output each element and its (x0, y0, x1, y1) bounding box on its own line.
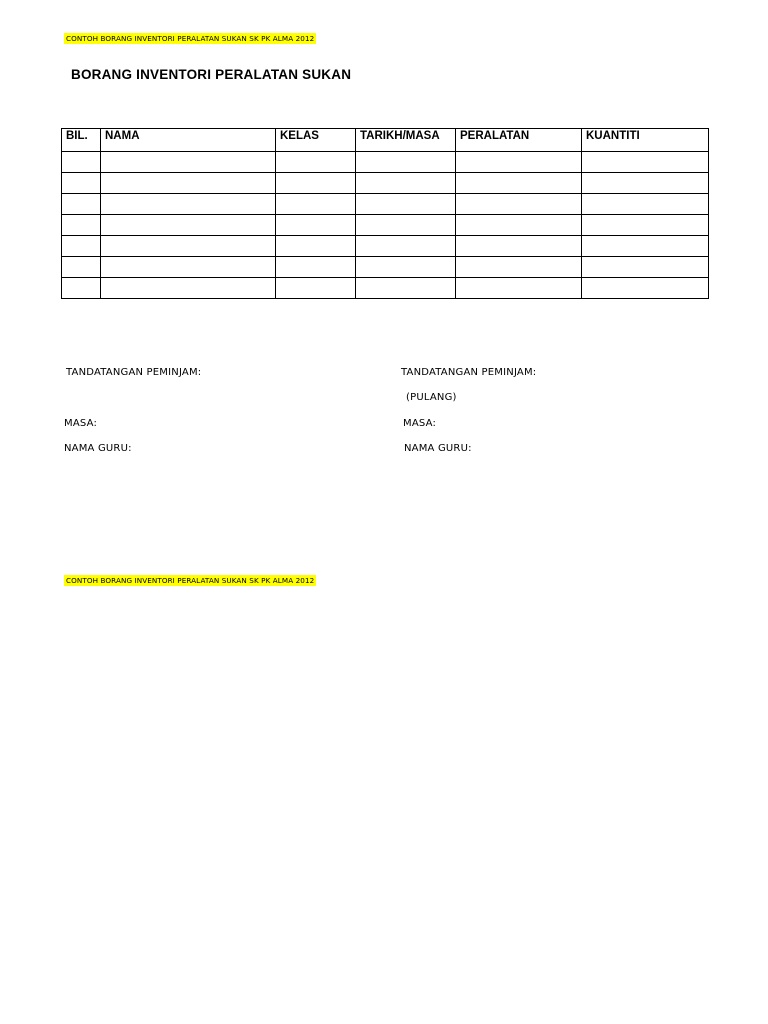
table-cell[interactable] (582, 152, 709, 173)
table-cell[interactable] (101, 173, 276, 194)
table-cell[interactable] (276, 278, 356, 299)
left-signature-label: TANDATANGAN PEMINJAM: (66, 367, 202, 378)
table-header-row (62, 129, 709, 152)
table-cell[interactable] (62, 194, 101, 215)
table-cell[interactable] (356, 215, 456, 236)
table-row (62, 194, 709, 215)
table-cell[interactable] (276, 152, 356, 173)
inventory-table (61, 128, 709, 299)
column-header-kelas: KELAS (276, 129, 356, 152)
table-row (62, 236, 709, 257)
table-row (62, 215, 709, 236)
header-note: CONTOH BORANG INVENTORI PERALATAN SUKAN SK PK ALMA 2012 (66, 34, 315, 43)
table-cell[interactable] (101, 257, 276, 278)
table-cell[interactable] (101, 152, 276, 173)
table-cell[interactable] (356, 257, 456, 278)
right-return-label: (PULANG) (406, 392, 457, 403)
table-row (62, 278, 709, 299)
table-cell[interactable] (276, 257, 356, 278)
table-cell[interactable] (456, 236, 582, 257)
column-header-nama: NAMA (101, 129, 276, 152)
footer-note: CONTOH BORANG INVENTORI PERALATAN SUKAN SK PK ALMA 2012 (66, 576, 315, 585)
table-cell[interactable] (62, 236, 101, 257)
right-time-label: MASA: (403, 418, 437, 429)
table-cell[interactable] (356, 236, 456, 257)
table-cell[interactable] (582, 236, 709, 257)
table-cell[interactable] (356, 194, 456, 215)
table-cell[interactable] (101, 215, 276, 236)
table-cell[interactable] (356, 152, 456, 173)
table-cell[interactable] (456, 194, 582, 215)
table-cell[interactable] (276, 194, 356, 215)
column-header-kuantiti: KUANTITI (582, 129, 709, 152)
form-title: BORANG INVENTORI PERALATAN SUKAN (71, 67, 352, 82)
table-row (62, 152, 709, 173)
table-cell[interactable] (582, 215, 709, 236)
table-row (62, 257, 709, 278)
table-cell[interactable] (356, 173, 456, 194)
table-cell[interactable] (582, 173, 709, 194)
table-cell[interactable] (101, 278, 276, 299)
right-teacher-label: NAMA GURU: (404, 443, 472, 454)
table-cell[interactable] (62, 278, 101, 299)
left-teacher-label: NAMA GURU: (64, 443, 132, 454)
table-cell[interactable] (582, 257, 709, 278)
table-cell[interactable] (101, 236, 276, 257)
table-cell[interactable] (456, 215, 582, 236)
table-cell[interactable] (276, 236, 356, 257)
table-cell[interactable] (356, 278, 456, 299)
table-body (62, 152, 709, 299)
table-cell[interactable] (62, 173, 101, 194)
table-cell[interactable] (276, 215, 356, 236)
table-cell[interactable] (582, 194, 709, 215)
table-cell[interactable] (62, 257, 101, 278)
column-header-bil: BIL. (62, 129, 101, 152)
left-time-label: MASA: (64, 418, 98, 429)
table-cell[interactable] (456, 278, 582, 299)
column-header-peralatan: PERALATAN (456, 129, 582, 152)
column-header-tarikh-masa: TARIKH/MASA (356, 129, 456, 152)
right-signature-label: TANDATANGAN PEMINJAM: (401, 367, 537, 378)
table-row (62, 173, 709, 194)
table-cell[interactable] (456, 257, 582, 278)
table-cell[interactable] (456, 173, 582, 194)
table-cell[interactable] (62, 215, 101, 236)
table-cell[interactable] (582, 278, 709, 299)
table-cell[interactable] (456, 152, 582, 173)
table-cell[interactable] (62, 152, 101, 173)
table-cell[interactable] (101, 194, 276, 215)
table-cell[interactable] (276, 173, 356, 194)
